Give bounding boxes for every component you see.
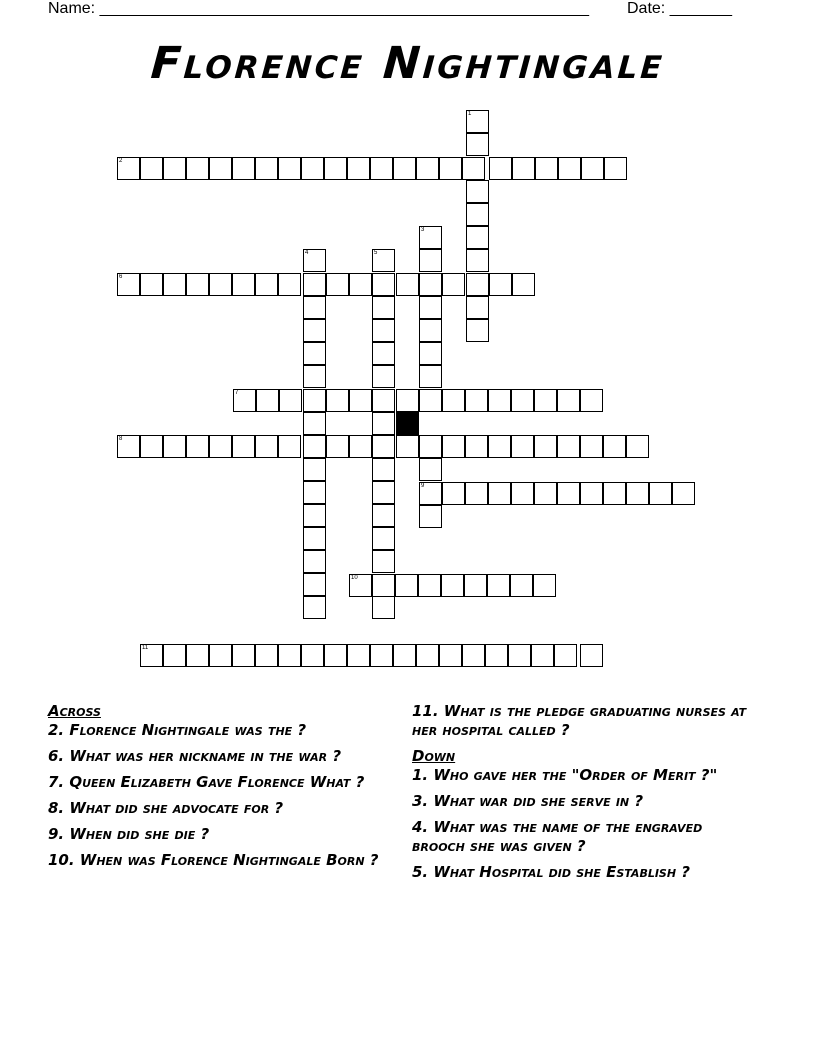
crossword-cell[interactable] — [140, 435, 163, 458]
crossword-cell[interactable] — [326, 273, 349, 296]
crossword-black-cell — [396, 412, 419, 435]
crossword-cell[interactable] — [326, 389, 349, 412]
crossword-cell[interactable] — [557, 389, 580, 412]
clue-number: 5 — [374, 250, 378, 256]
crossword-cell[interactable] — [557, 482, 580, 505]
crossword-cell[interactable] — [303, 458, 326, 481]
clue-across-7: 7. Queen Elizabeth Gave Florence What ? — [48, 773, 365, 791]
crossword-cell[interactable] — [554, 644, 577, 667]
crossword-cell[interactable] — [303, 596, 326, 619]
crossword-cell[interactable] — [303, 504, 326, 527]
crossword-cell[interactable] — [558, 157, 581, 180]
crossword-cell[interactable] — [255, 435, 278, 458]
crossword-cell[interactable] — [512, 273, 535, 296]
crossword-cell[interactable] — [372, 481, 395, 504]
crossword-cell[interactable] — [232, 157, 255, 180]
crossword-cell[interactable] — [535, 157, 558, 180]
crossword-cell[interactable] — [466, 203, 489, 226]
crossword-cell[interactable] — [232, 435, 255, 458]
crossword-cell[interactable] — [303, 435, 326, 458]
crossword-cell[interactable] — [510, 574, 533, 597]
crossword-cell[interactable] — [303, 296, 326, 319]
crossword-cell[interactable] — [140, 157, 163, 180]
crossword-cell[interactable] — [279, 389, 302, 412]
crossword-cell[interactable] — [163, 273, 186, 296]
crossword-cell[interactable] — [442, 273, 465, 296]
crossword-cell[interactable] — [441, 574, 464, 597]
crossword-cell[interactable] — [419, 342, 442, 365]
clue-number: 7 — [235, 390, 239, 396]
crossword-cell[interactable] — [303, 573, 326, 596]
clue-across-6: 6. What was her nickname in the war ? — [48, 747, 342, 765]
crossword-cell[interactable] — [466, 110, 489, 133]
clue-across-2: 2. Florence Nightingale was the ? — [48, 721, 307, 739]
crossword-cell[interactable] — [232, 273, 255, 296]
crossword-cell[interactable] — [372, 365, 395, 388]
crossword-cell[interactable] — [140, 273, 163, 296]
crossword-cell[interactable] — [324, 644, 347, 667]
crossword-cell[interactable] — [462, 157, 485, 180]
crossword-cell[interactable] — [466, 296, 489, 319]
clue-down-4: 4. What was the name of the engraved brooch she was given ? — [412, 818, 703, 855]
crossword-cell[interactable] — [140, 644, 163, 667]
crossword-cell[interactable] — [488, 482, 511, 505]
crossword-cell[interactable] — [209, 157, 232, 180]
crossword-cell[interactable] — [419, 319, 442, 342]
crossword-cell[interactable] — [419, 249, 442, 272]
crossword-cell[interactable] — [233, 389, 256, 412]
crossword-cell[interactable] — [303, 365, 326, 388]
clue-down-3: 3. What war did she serve in ? — [412, 792, 644, 810]
crossword-cell[interactable] — [466, 133, 489, 156]
crossword-cell[interactable] — [531, 644, 554, 667]
crossword-cell[interactable] — [372, 458, 395, 481]
crossword-cell[interactable] — [186, 273, 209, 296]
crossword-cell[interactable] — [372, 273, 395, 296]
crossword-cell[interactable] — [393, 157, 416, 180]
crossword-cell[interactable] — [419, 435, 442, 458]
clue-down-5: 5. What Hospital did she Establish ? — [412, 863, 690, 881]
clue-number: 11 — [142, 645, 149, 651]
crossword-cell[interactable] — [580, 644, 603, 667]
clue-down-1: 1. Who gave her the "Order of Merit ?" — [412, 766, 718, 784]
crossword-cell[interactable] — [372, 550, 395, 573]
crossword-cell[interactable] — [464, 574, 487, 597]
crossword-cell[interactable] — [372, 412, 395, 435]
crossword-cell[interactable] — [489, 273, 512, 296]
crossword-cell[interactable] — [465, 389, 488, 412]
crossword-cell[interactable] — [117, 157, 140, 180]
crossword-cell[interactable] — [419, 505, 442, 528]
crossword-cell[interactable] — [303, 319, 326, 342]
crossword-cell[interactable] — [278, 273, 301, 296]
crossword-cell[interactable] — [255, 644, 278, 667]
crossword-cell[interactable] — [508, 644, 531, 667]
clue-number: 6 — [119, 274, 123, 280]
crossword-cell[interactable] — [419, 273, 442, 296]
crossword-cell[interactable] — [395, 574, 418, 597]
crossword-cell[interactable] — [303, 249, 326, 272]
crossword-cell[interactable] — [419, 296, 442, 319]
crossword-cell[interactable] — [232, 644, 255, 667]
crossword-cell[interactable] — [163, 644, 186, 667]
crossword-cell[interactable] — [580, 482, 603, 505]
crossword-cell[interactable] — [418, 574, 441, 597]
crossword-cell[interactable] — [372, 249, 395, 272]
crossword-cell[interactable] — [419, 458, 442, 481]
crossword-cell[interactable] — [512, 157, 535, 180]
crossword-cell[interactable] — [649, 482, 672, 505]
clue-across-11: 11. What is the pledge graduating nurses at her hospital called ? — [412, 702, 747, 739]
crossword-cell[interactable] — [301, 644, 324, 667]
crossword-cell[interactable] — [419, 365, 442, 388]
crossword-cell[interactable] — [511, 389, 534, 412]
crossword-cell[interactable] — [534, 482, 557, 505]
crossword-cell[interactable] — [370, 644, 393, 667]
clue-number: 3 — [421, 227, 425, 233]
clue-number: 9 — [421, 483, 425, 489]
down-heading: Down — [412, 747, 456, 765]
crossword-cell[interactable] — [626, 482, 649, 505]
crossword-cell[interactable] — [580, 389, 603, 412]
name-field-line[interactable]: Name: _______________________________________________________ — [48, 0, 589, 17]
crossword-cell[interactable] — [393, 644, 416, 667]
clues-right-column — [412, 702, 757, 889]
crossword-cell[interactable] — [372, 435, 395, 458]
crossword-cell[interactable] — [466, 226, 489, 249]
crossword-cell[interactable] — [604, 157, 627, 180]
crossword-cell[interactable] — [255, 273, 278, 296]
crossword-cell[interactable] — [511, 435, 534, 458]
crossword-cell[interactable] — [372, 527, 395, 550]
crossword-cell[interactable] — [462, 644, 485, 667]
crossword-cell[interactable] — [672, 482, 695, 505]
crossword-cell[interactable] — [439, 157, 462, 180]
crossword-cell[interactable] — [372, 296, 395, 319]
crossword-cell[interactable] — [324, 157, 347, 180]
crossword-cell[interactable] — [303, 389, 326, 412]
crossword-cell[interactable] — [533, 574, 556, 597]
page-title: Florence Nightingale — [149, 38, 667, 89]
crossword-cell[interactable] — [117, 273, 140, 296]
clue-across-10: 10. When was Florence Nightingale Born ? — [48, 851, 379, 869]
crossword-cell[interactable] — [370, 157, 393, 180]
crossword-cell[interactable] — [603, 482, 626, 505]
crossword-cell[interactable] — [372, 574, 395, 597]
clue-number: 2 — [119, 158, 123, 164]
crossword-cell[interactable] — [372, 342, 395, 365]
crossword-cell[interactable] — [534, 389, 557, 412]
clue-number: 8 — [119, 436, 123, 442]
crossword-cell[interactable] — [465, 435, 488, 458]
crossword-cell[interactable] — [349, 574, 372, 597]
crossword-cell[interactable] — [349, 389, 372, 412]
crossword-cell[interactable] — [372, 504, 395, 527]
crossword-cell[interactable] — [256, 389, 279, 412]
crossword-cell[interactable] — [416, 157, 439, 180]
crossword-cell[interactable] — [303, 481, 326, 504]
crossword-cell[interactable] — [303, 550, 326, 573]
crossword-cell[interactable] — [511, 482, 534, 505]
clue-number: 1 — [468, 111, 472, 117]
clues-left-column — [48, 702, 393, 877]
crossword-cell[interactable] — [117, 435, 140, 458]
crossword-cell[interactable] — [163, 157, 186, 180]
crossword-cell[interactable] — [303, 342, 326, 365]
crossword-cell[interactable] — [465, 482, 488, 505]
crossword-cell[interactable] — [186, 157, 209, 180]
crossword-cell[interactable] — [439, 644, 462, 667]
crossword-cell[interactable] — [278, 157, 301, 180]
crossword-cell[interactable] — [349, 435, 372, 458]
crossword-cell[interactable] — [466, 180, 489, 203]
clue-across-8: 8. What did she advocate for ? — [48, 799, 284, 817]
crossword-cell[interactable] — [487, 574, 510, 597]
crossword-cell[interactable] — [416, 644, 439, 667]
crossword-cell[interactable] — [209, 644, 232, 667]
crossword-cell[interactable] — [278, 435, 301, 458]
crossword-cell[interactable] — [534, 435, 557, 458]
crossword-cell[interactable] — [278, 644, 301, 667]
crossword-cell[interactable] — [372, 319, 395, 342]
crossword-cell[interactable] — [466, 273, 489, 296]
crossword-cell[interactable] — [442, 435, 465, 458]
crossword-cell[interactable] — [303, 412, 326, 435]
crossword-cell[interactable] — [489, 157, 512, 180]
clue-number: 10 — [351, 575, 358, 581]
crossword-cell[interactable] — [419, 389, 442, 412]
crossword-cell[interactable] — [442, 482, 465, 505]
crossword-cell[interactable] — [186, 435, 209, 458]
crossword-cell[interactable] — [186, 644, 209, 667]
crossword-cell[interactable] — [419, 482, 442, 505]
crossword-cell[interactable] — [372, 596, 395, 619]
crossword-cell[interactable] — [466, 249, 489, 272]
crossword-cell[interactable] — [209, 435, 232, 458]
crossword-cell[interactable] — [209, 273, 232, 296]
crossword-cell[interactable] — [347, 644, 370, 667]
crossword-cell[interactable] — [466, 319, 489, 342]
crossword-cell[interactable] — [255, 157, 278, 180]
crossword-cell[interactable] — [347, 157, 370, 180]
across-heading: Across — [48, 702, 101, 720]
date-field-line[interactable]: Date: _______ — [627, 0, 732, 17]
clue-number: 4 — [305, 250, 309, 256]
crossword-cell[interactable] — [326, 435, 349, 458]
crossword-cell[interactable] — [396, 389, 419, 412]
crossword-cell[interactable] — [372, 389, 395, 412]
crossword-cell[interactable] — [580, 435, 603, 458]
clue-across-9: 9. When did she die ? — [48, 825, 210, 843]
crossword-cell[interactable] — [603, 435, 626, 458]
crossword-cell[interactable] — [396, 273, 419, 296]
crossword-cell[interactable] — [419, 226, 442, 249]
crossword-cell[interactable] — [303, 527, 326, 550]
crossword-cell[interactable] — [303, 273, 326, 296]
crossword-cell[interactable] — [163, 435, 186, 458]
crossword-cell[interactable] — [557, 435, 580, 458]
crossword-cell[interactable] — [626, 435, 649, 458]
crossword-cell[interactable] — [488, 389, 511, 412]
crossword-cell[interactable] — [485, 644, 508, 667]
crossword-cell[interactable] — [442, 389, 465, 412]
crossword-cell[interactable] — [396, 435, 419, 458]
crossword-cell[interactable] — [488, 435, 511, 458]
crossword-cell[interactable] — [301, 157, 324, 180]
crossword-cell[interactable] — [349, 273, 372, 296]
crossword-cell[interactable] — [581, 157, 604, 180]
